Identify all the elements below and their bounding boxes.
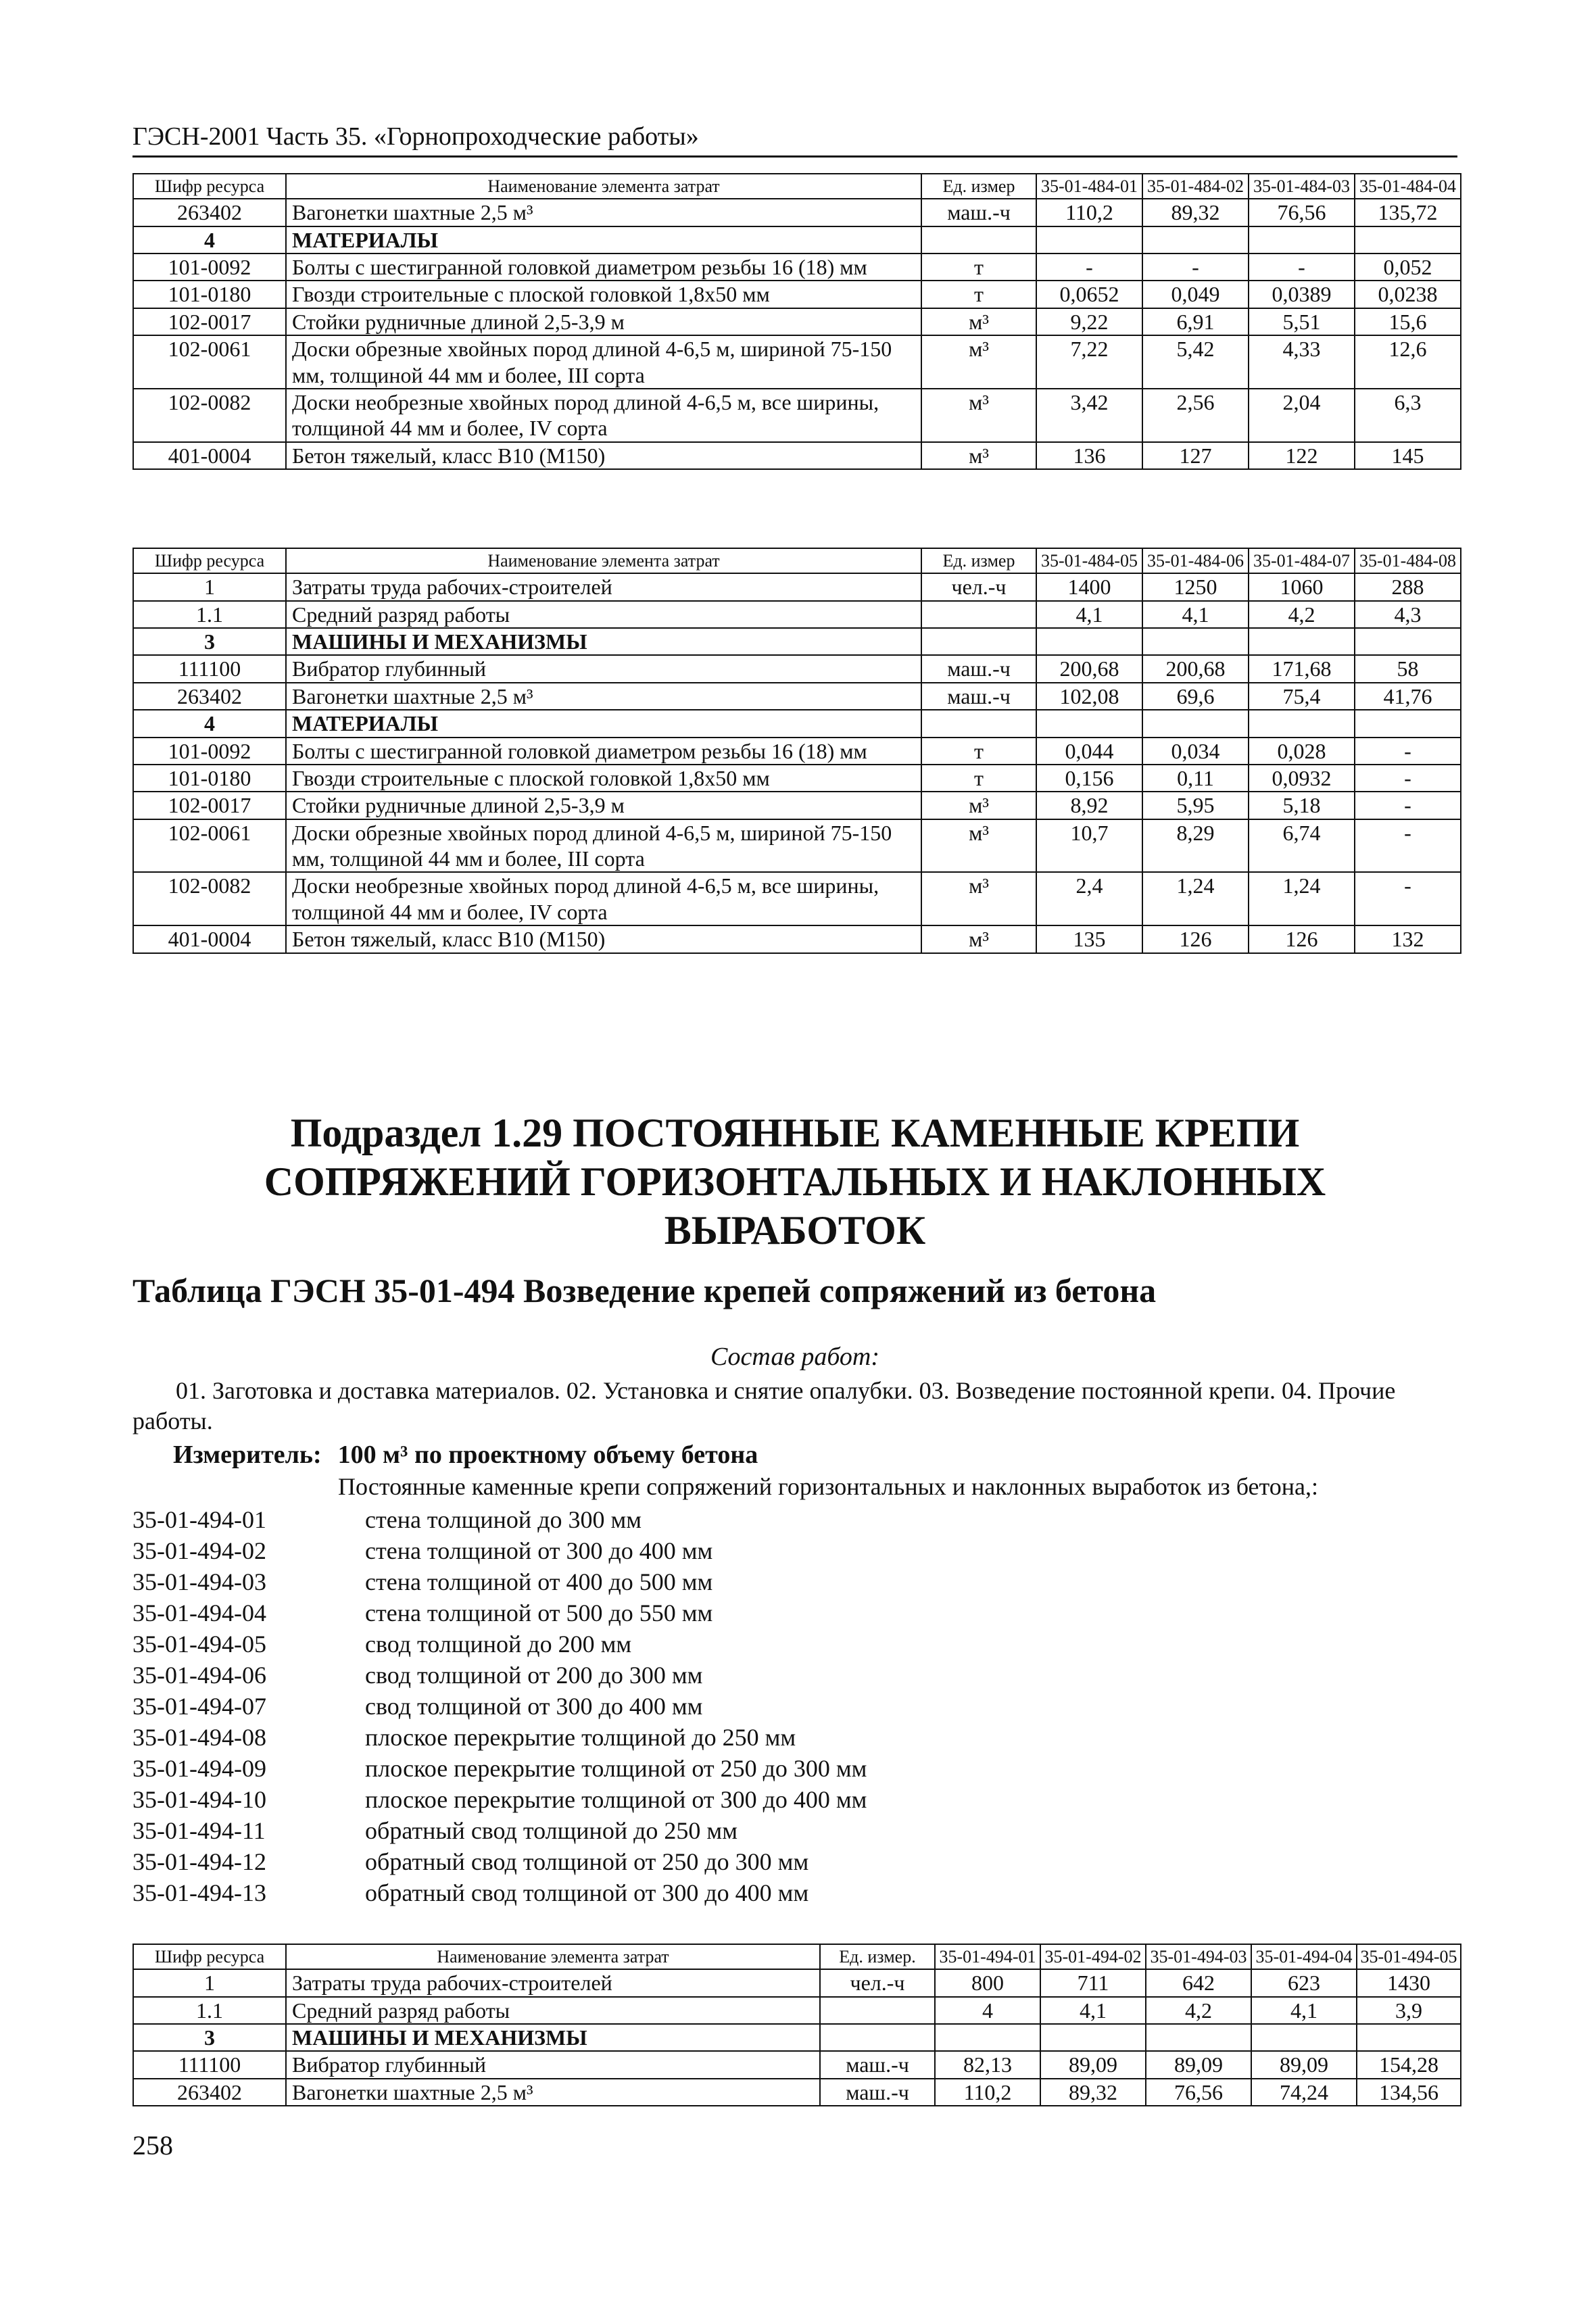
header-unit: Ед. измер bbox=[921, 548, 1036, 573]
list-item bbox=[132, 1846, 867, 1877]
list-item bbox=[132, 1877, 867, 1908]
header-col-1: 35-01-494-01 bbox=[935, 1944, 1040, 1969]
resource-table-484-05-08 bbox=[132, 548, 1461, 954]
resource-value: 136 bbox=[1036, 442, 1142, 469]
resource-value: 4,1 bbox=[1251, 1997, 1357, 2024]
resource-value: 0,049 bbox=[1142, 281, 1249, 308]
section-row bbox=[133, 710, 1461, 737]
resource-value: 0,0652 bbox=[1036, 281, 1142, 308]
resource-name: Гвозди строительные с плоской головкой 1,8х50 мм bbox=[286, 281, 921, 308]
resource-value bbox=[1036, 628, 1142, 655]
resource-value bbox=[1040, 2024, 1146, 2051]
meter-value: 100 м³ по проектному объему бетона bbox=[337, 1441, 758, 1469]
resource-name: МАШИНЫ И МЕХАНИЗМЫ bbox=[286, 628, 921, 655]
resource-code: 1.1 bbox=[133, 601, 286, 628]
resource-unit bbox=[820, 1997, 935, 2024]
resource-value bbox=[1142, 710, 1249, 737]
resource-value: 7,22 bbox=[1036, 335, 1142, 389]
resource-name: МАТЕРИАЛЫ bbox=[286, 710, 921, 737]
resource-unit: м³ bbox=[921, 308, 1036, 335]
resource-name: Средний разряд работы bbox=[286, 601, 921, 628]
section-row bbox=[133, 628, 1461, 655]
resource-table-484-01-04 bbox=[132, 173, 1461, 470]
header-col-3: 35-01-484-07 bbox=[1249, 548, 1355, 573]
list-item bbox=[132, 1691, 867, 1722]
resource-unit: м³ bbox=[921, 819, 1036, 873]
resource-name: Доски необрезные хвойных пород длиной 4-6,5 м, все ширины, толщиной 44 мм и более, IV сорта bbox=[286, 389, 921, 442]
item-code: 35-01-494-11 bbox=[132, 1817, 266, 1844]
resource-value: 110,2 bbox=[935, 2079, 1040, 2106]
resource-code: 1.1 bbox=[133, 1997, 286, 2024]
works-heading: Состав работ: bbox=[710, 1343, 880, 1371]
resource-value: 8,29 bbox=[1142, 819, 1249, 873]
resource-unit: м³ bbox=[921, 792, 1036, 819]
resource-value bbox=[1355, 628, 1461, 655]
item-description: плоское перекрытие толщиной от 250 до 300 мм bbox=[365, 1755, 867, 1782]
resource-unit: чел.-ч bbox=[820, 1969, 935, 1996]
resource-name: Доски необрезные хвойных пород длиной 4-6,5 м, все ширины, толщиной 44 мм и более, IV сорта bbox=[286, 872, 921, 925]
resource-code: 1 bbox=[133, 573, 286, 600]
resource-value: 8,92 bbox=[1036, 792, 1142, 819]
item-code: 35-01-494-10 bbox=[132, 1786, 266, 1813]
resource-value: 89,32 bbox=[1142, 199, 1249, 226]
header-col-5: 35-01-494-05 bbox=[1357, 1944, 1461, 1969]
resource-name: Затраты труда рабочих-строителей bbox=[286, 573, 921, 600]
table-row bbox=[133, 655, 1461, 682]
item-code: 35-01-494-03 bbox=[132, 1568, 266, 1595]
resource-value: 154,28 bbox=[1357, 2051, 1461, 2078]
resource-value: 1,24 bbox=[1249, 872, 1355, 925]
resource-value: 1060 bbox=[1249, 573, 1355, 600]
list-item bbox=[132, 1660, 867, 1691]
resource-code: 101-0092 bbox=[133, 738, 286, 765]
header-code: Шифр ресурса bbox=[133, 1944, 286, 1969]
header-col-1: 35-01-484-01 bbox=[1036, 174, 1142, 199]
resource-unit: маш.-ч bbox=[820, 2079, 935, 2106]
resource-value: 4,33 bbox=[1249, 335, 1355, 389]
header-name: Наименование элемента затрат bbox=[286, 548, 921, 573]
resource-value: 2,4 bbox=[1036, 872, 1142, 925]
list-item bbox=[132, 1722, 867, 1753]
resource-value: 2,56 bbox=[1142, 389, 1249, 442]
table-title: Таблица ГЭСН 35-01-494 Возведение крепей сопряжений из бетона bbox=[132, 1272, 1157, 1309]
table-row bbox=[133, 442, 1461, 469]
resource-value: 89,09 bbox=[1040, 2051, 1146, 2078]
resource-code: 102-0017 bbox=[133, 792, 286, 819]
resource-value: 4,1 bbox=[1040, 1997, 1146, 2024]
resource-value: 74,24 bbox=[1251, 2079, 1357, 2106]
resource-unit: т bbox=[921, 765, 1036, 792]
resource-value: 135 bbox=[1036, 925, 1142, 952]
item-description: свод толщиной до 200 мм bbox=[365, 1631, 632, 1658]
table-row bbox=[133, 389, 1461, 442]
resource-value: 89,32 bbox=[1040, 2079, 1146, 2106]
resource-name: Бетон тяжелый, класс В10 (М150) bbox=[286, 442, 921, 469]
item-description: обратный свод толщиной от 250 до 300 мм bbox=[365, 1848, 809, 1875]
list-item bbox=[132, 1784, 867, 1815]
resource-value: 15,6 bbox=[1355, 308, 1461, 335]
resource-unit: т bbox=[921, 281, 1036, 308]
item-description: плоское перекрытие толщиной от 300 до 400 мм bbox=[365, 1786, 867, 1813]
resource-value: 288 bbox=[1355, 573, 1461, 600]
resource-name: Доски обрезные хвойных пород длиной 4-6,5 м, шириной 75-150 мм, толщиной 44 мм и более, III сорта bbox=[286, 335, 921, 389]
table-row bbox=[133, 199, 1461, 226]
table-header-row bbox=[133, 548, 1461, 573]
table-row bbox=[133, 1969, 1461, 1996]
table-row bbox=[133, 2051, 1461, 2078]
items-intro: Постоянные каменные крепи сопряжений горизонтальных и наклонных выработок из бетона,: bbox=[338, 1473, 1319, 1500]
resource-value: 5,18 bbox=[1249, 792, 1355, 819]
header-code: Шифр ресурса bbox=[133, 548, 286, 573]
resource-value: 0,0238 bbox=[1355, 281, 1461, 308]
resource-value bbox=[1251, 2024, 1357, 2051]
resource-code: 101-0180 bbox=[133, 765, 286, 792]
resource-value: 126 bbox=[1249, 925, 1355, 952]
resource-value: 126 bbox=[1142, 925, 1249, 952]
resource-value: 3,42 bbox=[1036, 389, 1142, 442]
list-item bbox=[132, 1566, 867, 1597]
resource-value: - bbox=[1355, 738, 1461, 765]
section-row bbox=[133, 226, 1461, 254]
page-number: 258 bbox=[132, 2130, 173, 2161]
resource-value: 5,51 bbox=[1249, 308, 1355, 335]
table-header-row bbox=[133, 1944, 1461, 1969]
resource-name: Средний разряд работы bbox=[286, 1997, 820, 2024]
resource-value: 4,3 bbox=[1355, 601, 1461, 628]
list-item bbox=[132, 1629, 867, 1660]
item-code: 35-01-494-05 bbox=[132, 1631, 266, 1658]
item-code: 35-01-494-02 bbox=[132, 1537, 266, 1564]
resource-name: МАШИНЫ И МЕХАНИЗМЫ bbox=[286, 2024, 820, 2051]
resource-code: 101-0180 bbox=[133, 281, 286, 308]
resource-value: 200,68 bbox=[1142, 655, 1249, 682]
table-row bbox=[133, 792, 1461, 819]
resource-value bbox=[1249, 628, 1355, 655]
resource-value bbox=[1142, 226, 1249, 254]
resource-code: 102-0017 bbox=[133, 308, 286, 335]
resource-code: 263402 bbox=[133, 2079, 286, 2106]
resource-value bbox=[1355, 226, 1461, 254]
header-unit: Ед. измер. bbox=[820, 1944, 935, 1969]
resource-name: Вагонетки шахтные 2,5 м³ bbox=[286, 2079, 820, 2106]
list-item bbox=[132, 1597, 867, 1629]
resource-value: 4,2 bbox=[1249, 601, 1355, 628]
resource-code: 401-0004 bbox=[133, 925, 286, 952]
resource-value: 800 bbox=[935, 1969, 1040, 1996]
resource-unit: чел.-ч bbox=[921, 573, 1036, 600]
list-item bbox=[132, 1535, 867, 1566]
resource-unit: маш.-ч bbox=[921, 199, 1036, 226]
table-row bbox=[133, 925, 1461, 952]
table-row bbox=[133, 573, 1461, 600]
resource-unit: м³ bbox=[921, 442, 1036, 469]
header-code: Шифр ресурса bbox=[133, 174, 286, 199]
item-code: 35-01-494-09 bbox=[132, 1755, 266, 1782]
resource-code: 263402 bbox=[133, 199, 286, 226]
resource-value: 711 bbox=[1040, 1969, 1146, 1996]
resource-code: 263402 bbox=[133, 683, 286, 710]
item-code: 35-01-494-12 bbox=[132, 1848, 266, 1875]
item-code: 35-01-494-13 bbox=[132, 1879, 266, 1906]
resource-value: 76,56 bbox=[1146, 2079, 1251, 2106]
resource-value bbox=[1036, 226, 1142, 254]
resource-name: Болты с шестигранной головкой диаметром резьбы 16 (18) мм bbox=[286, 738, 921, 765]
table-row bbox=[133, 335, 1461, 389]
resource-value bbox=[1146, 2024, 1251, 2051]
resource-unit bbox=[820, 2024, 935, 2051]
resource-value bbox=[1036, 710, 1142, 737]
item-description: стена толщиной до 300 мм bbox=[365, 1506, 642, 1533]
resource-value: 89,09 bbox=[1146, 2051, 1251, 2078]
item-description: свод толщиной от 200 до 300 мм bbox=[365, 1662, 703, 1689]
running-header: ГЭСН-2001 Часть 35. «Горнопроходческие работы» bbox=[132, 122, 1457, 158]
list-item bbox=[132, 1504, 867, 1535]
resource-value: 4 bbox=[935, 1997, 1040, 2024]
resource-name: Доски обрезные хвойных пород длиной 4-6,5 м, шириной 75-150 мм, толщиной 44 мм и более, III сорта bbox=[286, 819, 921, 873]
item-list bbox=[132, 1504, 867, 1908]
list-item bbox=[132, 1815, 867, 1846]
table-row bbox=[133, 765, 1461, 792]
resource-name: Стойки рудничные длиной 2,5-3,9 м bbox=[286, 308, 921, 335]
table-row bbox=[133, 872, 1461, 925]
table-row bbox=[133, 1997, 1461, 2024]
resource-code: 111100 bbox=[133, 2051, 286, 2078]
resource-value: 1400 bbox=[1036, 573, 1142, 600]
resource-unit: м³ bbox=[921, 335, 1036, 389]
resource-name: Бетон тяжелый, класс В10 (М150) bbox=[286, 925, 921, 952]
resource-value bbox=[1249, 710, 1355, 737]
resource-value bbox=[1249, 226, 1355, 254]
resource-code: 101-0092 bbox=[133, 254, 286, 281]
resource-name: Затраты труда рабочих-строителей bbox=[286, 1969, 820, 1996]
works-text: 01. Заготовка и доставка материалов. 02. Установка и снятие опалубки. 03. Возведение постоянной крепи. 04. Прочие работы. bbox=[132, 1377, 1396, 1434]
table-row bbox=[133, 738, 1461, 765]
resource-value: 58 bbox=[1355, 655, 1461, 682]
table-header-row bbox=[133, 174, 1461, 199]
resource-value: 6,91 bbox=[1142, 308, 1249, 335]
resource-value bbox=[1357, 2024, 1461, 2051]
table-row bbox=[133, 281, 1461, 308]
resource-value: 0,052 bbox=[1355, 254, 1461, 281]
resource-value: 75,4 bbox=[1249, 683, 1355, 710]
resource-value: 41,76 bbox=[1355, 683, 1461, 710]
table-row bbox=[133, 254, 1461, 281]
resource-name: МАТЕРИАЛЫ bbox=[286, 226, 921, 254]
resource-value: 0,0932 bbox=[1249, 765, 1355, 792]
resource-value: 0,156 bbox=[1036, 765, 1142, 792]
resource-value: 0,034 bbox=[1142, 738, 1249, 765]
item-code: 35-01-494-04 bbox=[132, 1599, 266, 1626]
resource-value: 0,028 bbox=[1249, 738, 1355, 765]
resource-unit: маш.-ч bbox=[820, 2051, 935, 2078]
resource-value: 3,9 bbox=[1357, 1997, 1461, 2024]
resource-value: 4,2 bbox=[1146, 1997, 1251, 2024]
resource-value: 5,95 bbox=[1142, 792, 1249, 819]
list-item bbox=[132, 1753, 867, 1784]
resource-value: 127 bbox=[1142, 442, 1249, 469]
resource-code: 3 bbox=[133, 628, 286, 655]
resource-unit bbox=[921, 710, 1036, 737]
section-row bbox=[133, 2024, 1461, 2051]
resource-value: - bbox=[1355, 765, 1461, 792]
resource-code: 111100 bbox=[133, 655, 286, 682]
resource-value: 82,13 bbox=[935, 2051, 1040, 2078]
table-row bbox=[133, 2079, 1461, 2106]
resource-value: 0,0389 bbox=[1249, 281, 1355, 308]
resource-value: - bbox=[1355, 792, 1461, 819]
resource-value: 0,11 bbox=[1142, 765, 1249, 792]
resource-unit bbox=[921, 628, 1036, 655]
resource-code: 102-0061 bbox=[133, 819, 286, 873]
resource-value: 1250 bbox=[1142, 573, 1249, 600]
resource-value: 6,3 bbox=[1355, 389, 1461, 442]
resource-unit bbox=[921, 226, 1036, 254]
item-description: обратный свод толщиной до 250 мм bbox=[365, 1817, 737, 1844]
resource-value: 1430 bbox=[1357, 1969, 1461, 1996]
table-row bbox=[133, 308, 1461, 335]
resource-value: 1,24 bbox=[1142, 872, 1249, 925]
header-unit: Ед. измер bbox=[921, 174, 1036, 199]
resource-value: 171,68 bbox=[1249, 655, 1355, 682]
resource-value: - bbox=[1036, 254, 1142, 281]
header-col-3: 35-01-494-03 bbox=[1146, 1944, 1251, 1969]
resource-name: Болты с шестигранной головкой диаметром резьбы 16 (18) мм bbox=[286, 254, 921, 281]
resource-value: 4,1 bbox=[1142, 601, 1249, 628]
resource-name: Стойки рудничные длиной 2,5-3,9 м bbox=[286, 792, 921, 819]
header-name: Наименование элемента затрат bbox=[286, 174, 921, 199]
resource-value: 102,08 bbox=[1036, 683, 1142, 710]
resource-name: Вагонетки шахтные 2,5 м³ bbox=[286, 683, 921, 710]
resource-value: 132 bbox=[1355, 925, 1461, 952]
resource-value: 6,74 bbox=[1249, 819, 1355, 873]
resource-value: 135,72 bbox=[1355, 199, 1461, 226]
resource-value: 9,22 bbox=[1036, 308, 1142, 335]
resource-name: Вагонетки шахтные 2,5 м³ bbox=[286, 199, 921, 226]
meter-line bbox=[173, 1440, 758, 1470]
resource-value: 10,7 bbox=[1036, 819, 1142, 873]
item-code: 35-01-494-08 bbox=[132, 1724, 266, 1751]
resource-value bbox=[1142, 628, 1249, 655]
item-description: обратный свод толщиной от 300 до 400 мм bbox=[365, 1879, 809, 1906]
resource-value: 200,68 bbox=[1036, 655, 1142, 682]
header-col-2: 35-01-484-02 bbox=[1142, 174, 1249, 199]
resource-value: 69,6 bbox=[1142, 683, 1249, 710]
header-col-3: 35-01-484-03 bbox=[1249, 174, 1355, 199]
resource-value: 642 bbox=[1146, 1969, 1251, 1996]
item-description: стена толщиной от 300 до 400 мм bbox=[365, 1537, 713, 1564]
resource-code: 102-0082 bbox=[133, 389, 286, 442]
resource-value: - bbox=[1355, 819, 1461, 873]
resource-code: 102-0082 bbox=[133, 872, 286, 925]
resource-value: - bbox=[1249, 254, 1355, 281]
resource-name: Гвозди строительные с плоской головкой 1,8х50 мм bbox=[286, 765, 921, 792]
resource-code: 1 bbox=[133, 1969, 286, 1996]
resource-code: 3 bbox=[133, 2024, 286, 2051]
header-col-4: 35-01-494-04 bbox=[1251, 1944, 1357, 1969]
header-col-4: 35-01-484-08 bbox=[1355, 548, 1461, 573]
resource-value bbox=[1355, 710, 1461, 737]
resource-value: 0,044 bbox=[1036, 738, 1142, 765]
header-col-2: 35-01-484-06 bbox=[1142, 548, 1249, 573]
resource-value: 4,1 bbox=[1036, 601, 1142, 628]
resource-unit: маш.-ч bbox=[921, 655, 1036, 682]
resource-value: 89,09 bbox=[1251, 2051, 1357, 2078]
resource-unit: т bbox=[921, 738, 1036, 765]
resource-value bbox=[935, 2024, 1040, 2051]
header-name: Наименование элемента затрат bbox=[286, 1944, 820, 1969]
resource-code: 102-0061 bbox=[133, 335, 286, 389]
resource-value: 110,2 bbox=[1036, 199, 1142, 226]
header-col-4: 35-01-484-04 bbox=[1355, 174, 1461, 199]
table-row bbox=[133, 601, 1461, 628]
item-description: стена толщиной от 500 до 550 мм bbox=[365, 1599, 713, 1626]
header-col-2: 35-01-494-02 bbox=[1040, 1944, 1146, 1969]
item-description: стена толщиной от 400 до 500 мм bbox=[365, 1568, 713, 1595]
resource-value: 2,04 bbox=[1249, 389, 1355, 442]
resource-value: - bbox=[1142, 254, 1249, 281]
resource-code: 4 bbox=[133, 226, 286, 254]
resource-table-494-01-05 bbox=[132, 1944, 1461, 2106]
resource-unit: м³ bbox=[921, 925, 1036, 952]
header-col-1: 35-01-484-05 bbox=[1036, 548, 1142, 573]
resource-unit bbox=[921, 601, 1036, 628]
item-code: 35-01-494-07 bbox=[132, 1693, 266, 1720]
resource-value: 134,56 bbox=[1357, 2079, 1461, 2106]
resource-code: 4 bbox=[133, 710, 286, 737]
resource-value: 5,42 bbox=[1142, 335, 1249, 389]
table-row bbox=[133, 683, 1461, 710]
resource-unit: т bbox=[921, 254, 1036, 281]
table-row bbox=[133, 819, 1461, 873]
resource-value: 12,6 bbox=[1355, 335, 1461, 389]
resource-code: 401-0004 bbox=[133, 442, 286, 469]
item-code: 35-01-494-01 bbox=[132, 1506, 266, 1533]
resource-unit: маш.-ч bbox=[921, 683, 1036, 710]
resource-name: Вибратор глубинный bbox=[286, 655, 921, 682]
item-description: плоское перекрытие толщиной до 250 мм bbox=[365, 1724, 796, 1751]
subsection-title: Подраздел 1.29 ПОСТОЯННЫЕ КАМЕННЫЕ КРЕПИ СОПРЯЖЕНИЙ ГОРИЗОНТАЛЬНЫХ И НАКЛОННЫХ ВЫРАБОТОК bbox=[264, 1111, 1326, 1253]
resource-value: 623 bbox=[1251, 1969, 1357, 1996]
resource-unit: м³ bbox=[921, 872, 1036, 925]
resource-value: - bbox=[1355, 872, 1461, 925]
resource-value: 122 bbox=[1249, 442, 1355, 469]
meter-label: Измеритель: bbox=[173, 1441, 322, 1469]
item-description: свод толщиной от 300 до 400 мм bbox=[365, 1693, 703, 1720]
resource-value: 76,56 bbox=[1249, 199, 1355, 226]
resource-name: Вибратор глубинный bbox=[286, 2051, 820, 2078]
resource-value: 145 bbox=[1355, 442, 1461, 469]
item-code: 35-01-494-06 bbox=[132, 1662, 266, 1689]
resource-unit: м³ bbox=[921, 389, 1036, 442]
